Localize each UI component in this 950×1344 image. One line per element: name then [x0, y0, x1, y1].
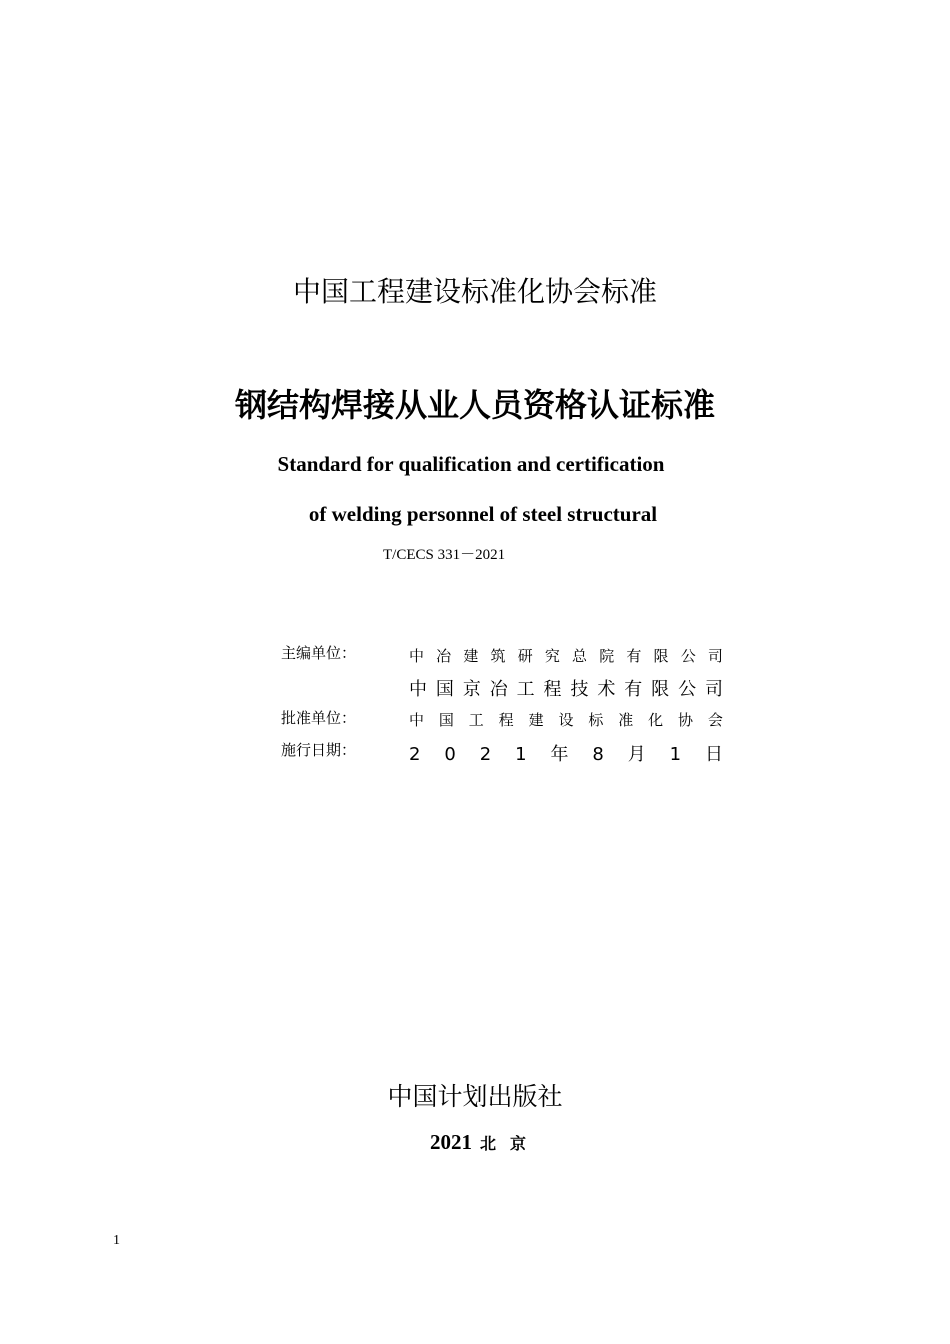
document-title-english-line-2: of welding personnel of steel structural — [308, 502, 658, 526]
spaced-char: 究 — [544, 647, 560, 665]
spaced-char: 程 — [498, 711, 514, 729]
spaced-char: 工 — [468, 711, 484, 729]
spaced-char: 筑 — [490, 647, 506, 665]
spaced-char: 限 — [653, 647, 669, 665]
effective-date-value — [409, 740, 723, 766]
spaced-char: 技 — [570, 679, 589, 700]
spaced-char: 标 — [588, 711, 604, 729]
document-title-chinese: 钢结构焊接从业人员资格认证标准 — [234, 386, 715, 424]
spaced-char: 京 — [462, 679, 481, 700]
spaced-char: 日 — [704, 744, 723, 765]
publisher: 中国计划出版社 — [387, 1082, 563, 1111]
spaced-char: 国 — [438, 711, 454, 729]
publication-year: 2021 — [430, 1130, 472, 1154]
spaced-char: 协 — [678, 711, 694, 729]
spaced-char: 限 — [651, 679, 670, 700]
editor-value-1 — [409, 645, 723, 666]
spaced-char: 年 — [550, 744, 569, 765]
spaced-char: 研 — [517, 647, 533, 665]
association-heading: 中国工程建设标准化协会标准 — [292, 275, 657, 308]
spaced-char: 公 — [680, 647, 696, 665]
spaced-char: 公 — [678, 679, 697, 700]
publication-city: 北京 — [480, 1134, 541, 1153]
spaced-char: 有 — [626, 647, 642, 665]
spaced-char: 术 — [597, 679, 616, 700]
approver-label: 批准单位： — [281, 709, 357, 727]
spaced-char: 2 — [479, 744, 492, 765]
spaced-char: 2 — [409, 744, 421, 765]
spaced-char: 建 — [463, 647, 479, 665]
spaced-char: 程 — [543, 679, 562, 700]
spaced-char: 1 — [669, 744, 682, 765]
spaced-char: 中 — [409, 711, 425, 729]
spaced-char: 工 — [516, 679, 535, 700]
spaced-char: 院 — [599, 647, 615, 665]
spaced-char: 月 — [627, 744, 646, 765]
spaced-char: 中 — [409, 679, 427, 700]
document-title-english-line-1: Standard for qualification and certification — [277, 452, 665, 476]
spaced-char: 会 — [707, 711, 723, 729]
approver-value — [409, 709, 723, 730]
spaced-char: 司 — [704, 679, 723, 700]
spaced-char: 建 — [528, 711, 544, 729]
spaced-char: 0 — [444, 744, 456, 765]
spaced-char: 准 — [618, 711, 634, 729]
spaced-char: 冶 — [436, 647, 452, 665]
spaced-char: 设 — [558, 711, 574, 729]
spaced-char: 8 — [592, 744, 604, 765]
spaced-char: 中 — [409, 647, 425, 665]
publication-place — [430, 1130, 540, 1155]
spaced-char: 总 — [572, 647, 588, 665]
page-number: 1 — [113, 1233, 120, 1248]
spaced-char: 司 — [707, 647, 723, 665]
spaced-char: 有 — [624, 679, 643, 700]
spaced-char: 1 — [515, 744, 527, 765]
spaced-char: 国 — [435, 679, 454, 700]
spaced-char: 冶 — [489, 679, 508, 700]
effective-date-label: 施行日期： — [281, 741, 357, 759]
editor-value-2 — [409, 675, 723, 701]
standard-code: T/CECS 331－2021 — [383, 547, 506, 563]
editor-label: 主编单位： — [281, 644, 357, 662]
spaced-char: 化 — [648, 711, 664, 729]
